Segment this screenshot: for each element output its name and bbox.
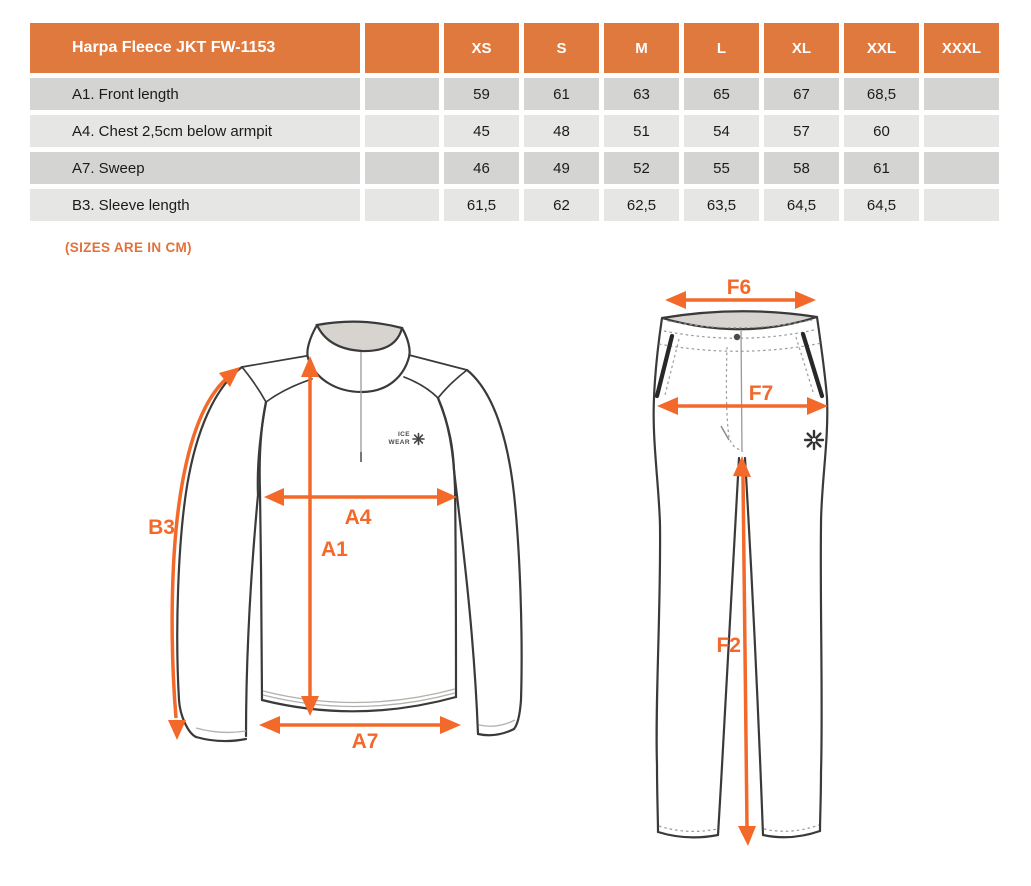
value-cell: 62 bbox=[524, 189, 599, 221]
right-leg-hem bbox=[763, 831, 820, 837]
right-cuff bbox=[478, 729, 514, 735]
left-hem-stitch bbox=[659, 826, 717, 831]
icewear-logo bbox=[389, 431, 424, 446]
value-cell: 61,5 bbox=[444, 189, 519, 221]
value-cell: 60 bbox=[844, 115, 919, 147]
fly-center-line bbox=[741, 331, 742, 452]
a4-label: A4 bbox=[344, 506, 372, 529]
left-leg-hem bbox=[658, 832, 718, 837]
left-sleeve-front-seam bbox=[242, 367, 266, 402]
size-header-xs: XS bbox=[444, 23, 519, 73]
value-cell: 61 bbox=[844, 152, 919, 184]
value-cell: 54 bbox=[684, 115, 759, 147]
size-header-xxxl: XXXL bbox=[924, 23, 999, 73]
a7-label: A7 bbox=[351, 730, 379, 753]
value-cell: 59 bbox=[444, 78, 519, 110]
value-cell: 64,5 bbox=[764, 189, 839, 221]
value-cell: 65 bbox=[684, 78, 759, 110]
value-cell: 58 bbox=[764, 152, 839, 184]
value-cell: 57 bbox=[764, 115, 839, 147]
value-cell: 68,5 bbox=[844, 78, 919, 110]
value-cell: 64,5 bbox=[844, 189, 919, 221]
jacket-body-right-edge bbox=[438, 398, 456, 697]
row-label: A7. Sweep bbox=[30, 152, 360, 184]
value-cell: 55 bbox=[684, 152, 759, 184]
size-header-xxl: XXL bbox=[844, 23, 919, 73]
left-cuff bbox=[196, 737, 246, 741]
jacket-diagram bbox=[148, 322, 521, 753]
size-header-m: M bbox=[604, 23, 679, 73]
value-cell: 49 bbox=[524, 152, 599, 184]
size-header-xl: XL bbox=[764, 23, 839, 73]
left-raglan-seam bbox=[266, 379, 312, 402]
right-sleeve-inner bbox=[438, 398, 478, 734]
left-sleeve-inner bbox=[246, 402, 266, 736]
waist-button bbox=[734, 334, 740, 340]
a1-label: A1 bbox=[321, 538, 348, 561]
table-title: Harpa Fleece JKT FW-1153 bbox=[30, 23, 360, 73]
sizes-note: (SIZES ARE IN CM) bbox=[65, 240, 192, 255]
left-shoulder-seam bbox=[242, 356, 306, 367]
a1-arrow bbox=[301, 356, 319, 716]
row-label: B3. Sleeve length bbox=[30, 189, 360, 221]
b3-label: B3 bbox=[148, 516, 175, 539]
waist-opening bbox=[662, 311, 817, 329]
fly-bottom-mark bbox=[721, 426, 729, 440]
value-cell: 63 bbox=[604, 78, 679, 110]
value-cell: 52 bbox=[604, 152, 679, 184]
logo-text-line1: ICE bbox=[397, 431, 410, 438]
f7-label: F7 bbox=[748, 382, 774, 405]
pants-diagram bbox=[654, 276, 828, 846]
left-cuff-stitch bbox=[196, 728, 246, 732]
logo-text-line2: WEAR bbox=[388, 439, 410, 446]
right-cuff-stitch bbox=[479, 720, 515, 726]
snowflake-icon bbox=[413, 434, 424, 445]
fly-stitch bbox=[726, 347, 741, 450]
left-sleeve-outer bbox=[177, 367, 242, 737]
f7-arrow bbox=[657, 397, 828, 415]
value-cell: 63,5 bbox=[684, 189, 759, 221]
value-cell: 67 bbox=[764, 78, 839, 110]
value-cell: 61 bbox=[524, 78, 599, 110]
right-sleeve-front-seam bbox=[438, 370, 467, 398]
right-hem-stitch bbox=[764, 825, 819, 831]
value-cell: 46 bbox=[444, 152, 519, 184]
size-header-s: S bbox=[524, 23, 599, 73]
right-raglan-seam bbox=[404, 377, 438, 398]
value-cell: 48 bbox=[524, 115, 599, 147]
row-label: A1. Front length bbox=[30, 78, 360, 110]
f6-label: F6 bbox=[726, 276, 752, 299]
row-label: A4. Chest 2,5cm below armpit bbox=[30, 115, 360, 147]
value-cell: 51 bbox=[604, 115, 679, 147]
right-shoulder-seam bbox=[409, 355, 467, 370]
a4-arrow bbox=[264, 488, 457, 506]
value-cell: 62,5 bbox=[604, 189, 679, 221]
collar-opening bbox=[317, 322, 402, 351]
f2-label: F2 bbox=[716, 634, 741, 657]
value-cell: 45 bbox=[444, 115, 519, 147]
snowflake-icon bbox=[805, 431, 823, 449]
size-header-l: L bbox=[684, 23, 759, 73]
